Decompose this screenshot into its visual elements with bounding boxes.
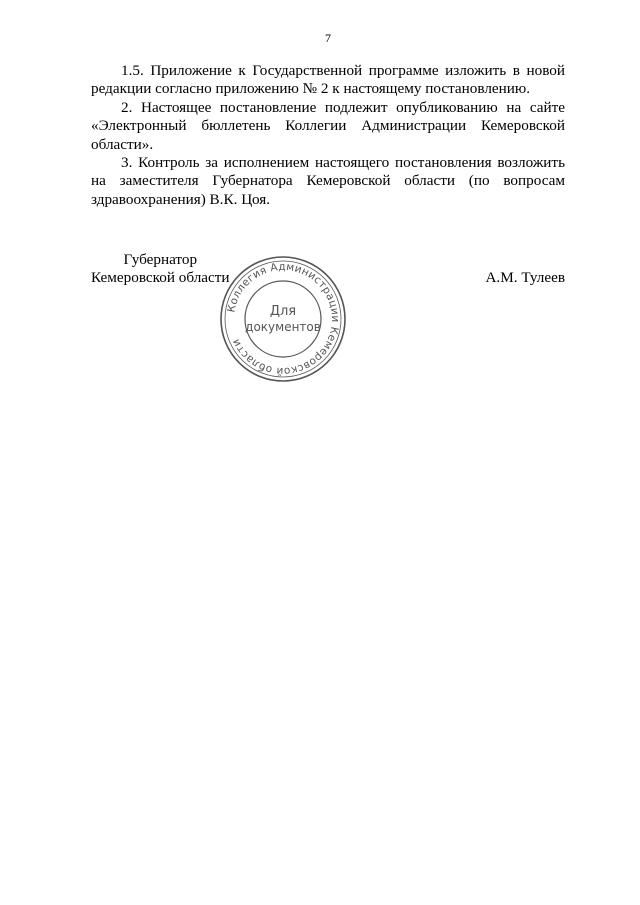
stamp-center-line2: документов — [245, 320, 321, 334]
document-body — [91, 62, 565, 209]
paragraph-1-5: 1.5. Приложение к Государственной программе изложить в новой редакции согласно приложению № 2 к настоящему постановлению. — [91, 62, 565, 98]
signatory-title-line1: Губернатор — [123, 251, 198, 268]
paragraph-3: 3. Контроль за исполнением настоящего постановления возложить на заместителя Губернатора Кемеровской области (по вопросам здравоохранения) В.К. Цоя. — [91, 154, 565, 208]
page-number: 7 — [325, 31, 331, 45]
stamp-center-line1: Для — [269, 304, 297, 319]
signatory-title — [91, 251, 230, 288]
signatory-name: А.М. Тулеев — [485, 269, 565, 286]
paragraph-2: 2. Настоящее постановление подлежит опубликованию на сайте «Электронный бюллетень Коллегии Администрации Кемеровской области». — [91, 98, 565, 153]
stamp-ring-text: Коллегия Администрации Кемеровской области — [225, 260, 342, 378]
official-stamp — [218, 254, 348, 384]
signatory-title-line2: Кемеровской области — [91, 269, 230, 287]
